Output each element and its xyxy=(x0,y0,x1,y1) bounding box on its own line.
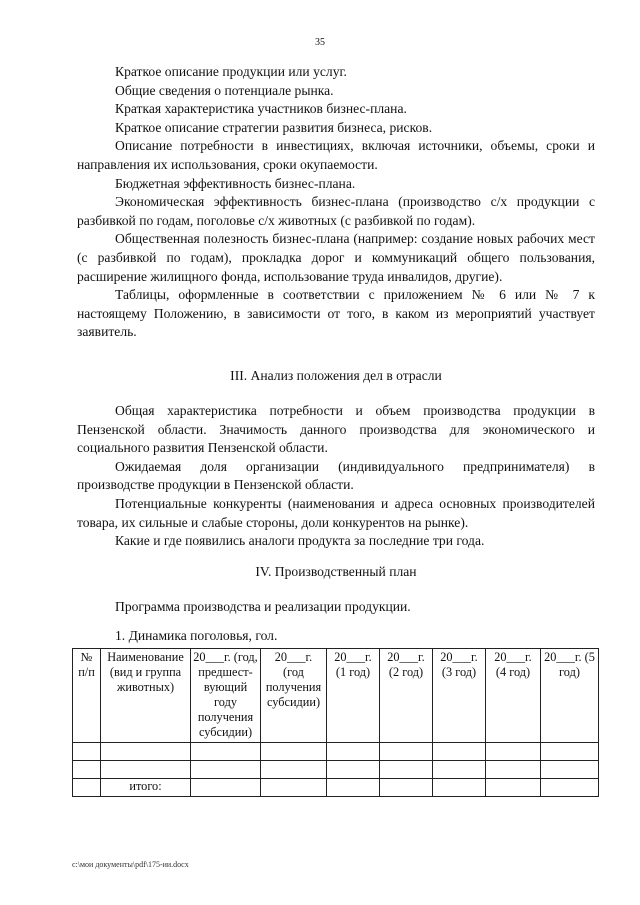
section-4-heading: IV. Производственный план xyxy=(255,564,417,579)
table-row xyxy=(73,761,599,779)
table-caption: 1. Динамика поголовья, гол. xyxy=(115,628,278,643)
paragraph: Краткое описание стратегии развития бизнеса, рисков. xyxy=(115,119,433,135)
header-cell: 20___г. (год получения субсидии) xyxy=(261,649,327,743)
total-label: итого: xyxy=(101,779,191,797)
paragraph: Таблицы, оформленные в соответствии с приложением № 6 или № 7 к настоящему Положению, в зависимости от того, в каком из мероприятий участвует заявитель. xyxy=(77,287,595,340)
section-3-heading: III. Анализ положения дел в отрасли xyxy=(230,368,442,383)
paragraph: Краткая характеристика участников бизнес-плана. xyxy=(115,101,407,117)
paragraph: Ожидаемая доля организации (индивидуального предпринимателя) в производстве продукции в Пензенской области. xyxy=(77,458,595,493)
header-cell: 20___г. (3 год) xyxy=(433,649,486,743)
table-total-row xyxy=(73,779,599,797)
program-title: Программа производства и реализации продукции. xyxy=(115,599,411,614)
paragraph: Экономическая эффективность бизнес-плана (производство с/х продукции с разбивкой по годам, поголовье с/х животных (с разбивкой по годам). xyxy=(77,194,595,228)
paragraph: Общественная полезность бизнес-плана (например: создание новых рабочих мест (с разбивкой по годам), прокладка дорог и коммуникаций общего пользования, расширение жилищного фонда, использование труда инвалидов, другие). xyxy=(77,231,595,284)
header-cell: 20___г. (5 год) xyxy=(541,649,599,743)
header-cell: 20___г. (1 год) xyxy=(327,649,380,743)
paragraph: Потенциальные конкуренты (наименования и адреса основных производителей товара, их сильные и слабые стороны, доли конкурентов на рынке). xyxy=(77,495,595,530)
paragraph: Краткое описание продукции или услуг. xyxy=(115,64,347,79)
header-cell: 20___г. (4 год) xyxy=(486,649,541,743)
table-header-row xyxy=(73,649,599,743)
paragraph: Бюджетная эффективность бизнес-плана. xyxy=(115,175,356,191)
header-cell: № п/п xyxy=(73,649,101,743)
paragraph: Общие сведения о потенциале рынка. xyxy=(115,82,334,98)
livestock-dynamics-table xyxy=(72,648,599,797)
header-cell: 20___г. (2 год) xyxy=(380,649,433,743)
paragraph: Общая характеристика потребности и объем производства продукции в Пензенской области. Значимость данного производства для экономического и социального развития Пензенской области. xyxy=(77,403,595,456)
table-row xyxy=(73,743,599,761)
footer-file-path: c:\мои документы\pdf\175-ии.docx xyxy=(72,860,189,869)
industry-analysis xyxy=(77,402,595,551)
paragraph: Какие и где появились аналоги продукта за последние три года. xyxy=(115,533,485,549)
header-cell: 20___г. (год, предшест-вующий году получения субсидии) xyxy=(191,649,261,743)
business-plan-items xyxy=(77,63,595,342)
paragraph: Описание потребности в инвестициях, включая источники, объемы, сроки и направления их использования, сроки окупаемости. xyxy=(77,138,595,172)
page-number: 35 xyxy=(315,37,325,48)
header-cell: Наименование (вид и группа животных) xyxy=(101,649,191,743)
